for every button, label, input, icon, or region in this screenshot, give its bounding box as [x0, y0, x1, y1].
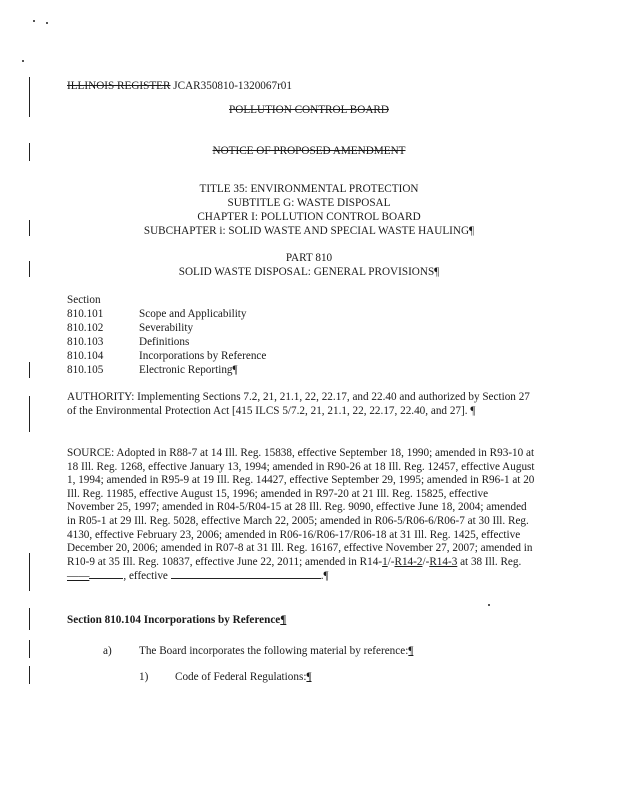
- scan-speck: [33, 20, 35, 22]
- blank-line: [89, 569, 123, 579]
- docket-number: R14-3: [429, 555, 458, 568]
- part-name: SOLID WASTE DISPOSAL: GENERAL PROVISIONS¶: [178, 266, 440, 278]
- section-heading: [67, 614, 286, 628]
- change-bar: [29, 553, 30, 591]
- source-end: .¶: [320, 570, 329, 583]
- toc-section-title: Scope and Applicability: [139, 308, 247, 320]
- part-number: PART 810: [285, 252, 333, 264]
- toc-section-number: 810.104: [67, 350, 104, 362]
- authority-paragraph: AUTHORITY: Implementing Sections 7.2, 21, 21.1, 22, 22.17, and 22.40 and authorized by Section 27 of the Environmental Protection Act [415 ILCS 5/7.2, 21, 21.1, 22, 22.17, 22.40, and 27]. ¶: [67, 391, 530, 417]
- toc-section-number: 810.101: [67, 308, 104, 320]
- effective-label: effective: [128, 570, 168, 583]
- change-bar: [29, 666, 30, 684]
- notice-title: NOTICE OF PROPOSED AMENDMENT: [212, 145, 406, 157]
- document-code: JCAR350810-1320067r01: [173, 80, 292, 92]
- change-bar: [29, 396, 30, 432]
- toc-section-title: Severability: [139, 322, 194, 334]
- board-name: POLLUTION CONTROL BOARD: [229, 104, 389, 116]
- subtitle-heading: SUBTITLE G: WASTE DISPOSAL: [227, 197, 391, 209]
- toc-section-number: 810.103: [67, 336, 104, 348]
- header-line: [67, 80, 292, 94]
- change-bar: [29, 640, 30, 658]
- pilcrow-mark: ¶: [306, 671, 312, 683]
- register-page-dash: ——: [67, 570, 90, 583]
- pilcrow-mark: ¶: [280, 614, 287, 626]
- subsection-1-text: Code of Federal Regulations:¶: [175, 671, 312, 683]
- chapter-heading: CHAPTER I: POLLUTION CONTROL BOARD: [197, 211, 421, 223]
- toc-section-number: 810.102: [67, 322, 104, 334]
- toc-section-title: Incorporations by Reference: [139, 350, 267, 362]
- docket-separator: /-: [387, 555, 395, 568]
- docket-separator: /-: [422, 555, 430, 568]
- subchapter-heading: SUBCHAPTER i: SOLID WASTE AND SPECIAL WASTE HAULING¶: [143, 225, 475, 237]
- scan-speck: [46, 22, 48, 24]
- change-bar: [29, 362, 30, 378]
- section-heading-text: Section 810.104 Incorporations by Reference: [67, 614, 281, 626]
- change-bar: [29, 608, 30, 630]
- toc-section-title: Electronic Reporting¶: [139, 364, 238, 376]
- source-comma: ,: [123, 570, 127, 583]
- subsection-1-label: 1): [139, 671, 149, 683]
- subsection-a-label: a): [103, 645, 112, 657]
- toc-section-title: Definitions: [139, 336, 190, 348]
- source-paragraph: [67, 447, 537, 584]
- register-name: ILLINOIS REGISTER: [67, 80, 171, 92]
- toc-heading: Section: [67, 294, 101, 306]
- docket-number: R14-2: [394, 555, 423, 568]
- pilcrow-mark: ¶: [408, 645, 414, 657]
- source-tail: at 38 Ill. Reg.: [457, 555, 522, 568]
- docket-number: 1: [382, 555, 388, 568]
- blank-line: [171, 569, 321, 579]
- scan-speck: [488, 604, 490, 606]
- scan-speck: [22, 60, 24, 62]
- title-heading: TITLE 35: ENVIRONMENTAL PROTECTION: [199, 183, 419, 195]
- source-text: SOURCE: Adopted in R88-7 at 14 Ill. Reg. 15838, effective September 18, 1990; amended in R93-10 at 18 Ill. Reg. 1268, effective January 13, 1994; amended in R90-26 at 18 Ill. Reg. 12457, effective August 1, 1994; amended in R95-9 at 19 Ill. Reg. 14427, effective September 29, 1995; amended in R96-1 at 20 Ill. Reg. 11985, effective August 15, 1996; amended in R97-20 at 21 Ill. Reg. 15825, effective November 25, 1997; amended in R04-5/R04-15 at 28 Ill. Reg. 9090, effective June 18, 2004; amended in R05-1 at 29 Ill. Reg. 5028, effective March 22, 2005; amended in R06-5/R06-6/R06-7 at 30 Ill. Reg. 4130, effective February 23, 2006; amended in R06-16/R06-17/R06-18 at 31 Ill. Reg. 1425, effective December 20, 2006; amended in R07-8 at 31 Ill. Reg. 16167, effective November 27, 2007; amended in R10-9 at 35 Ill. Reg. 10837, effective June 22, 2011; amended in R14-: [67, 447, 535, 568]
- toc-section-number: 810.105: [67, 364, 104, 376]
- subsection-a-text: The Board incorporates the following material by reference:¶: [139, 645, 414, 657]
